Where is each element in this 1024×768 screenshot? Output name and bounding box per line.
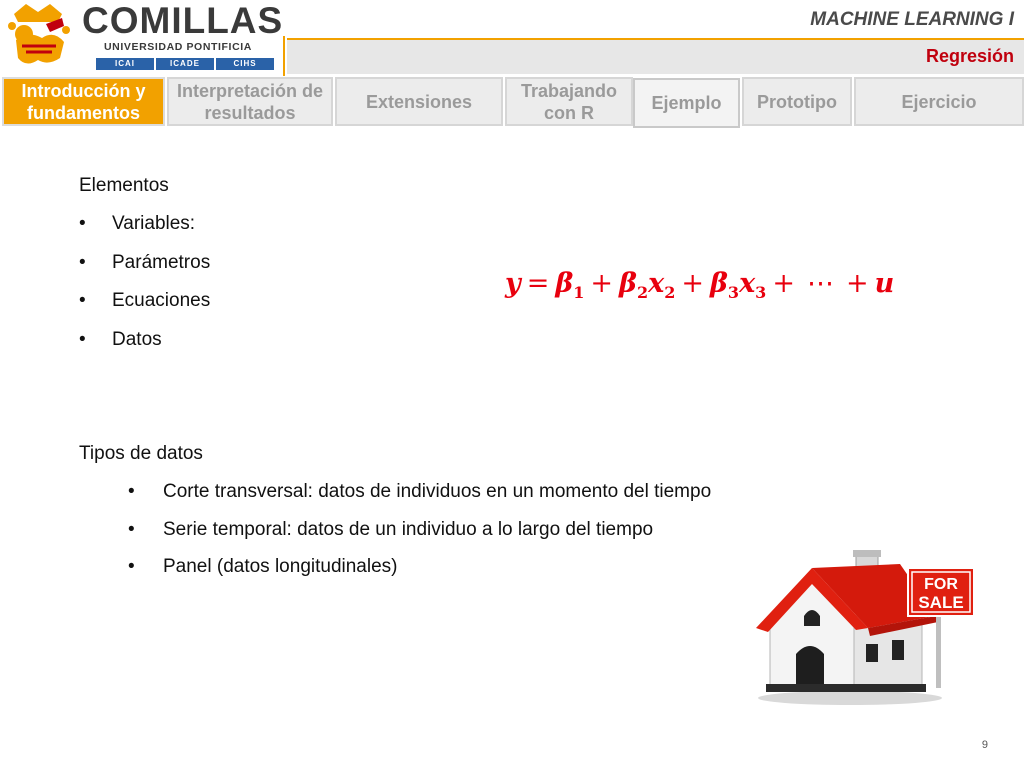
tab-extensiones[interactable] xyxy=(335,77,503,126)
eq-x3-sub: 3 xyxy=(755,283,767,302)
regression-equation xyxy=(505,268,894,302)
eq-x2: x xyxy=(648,268,665,299)
eq-plus: + xyxy=(845,268,869,299)
tab-prototipo[interactable] xyxy=(742,77,852,126)
school-icai: ICAI xyxy=(96,58,154,70)
eq-x3: x xyxy=(739,268,756,299)
page-number: 9 xyxy=(981,739,988,751)
list-item: • Parámetros xyxy=(79,249,210,288)
list-item: • Ecuaciones xyxy=(79,287,210,326)
section-title: Regresión xyxy=(925,46,1014,66)
eq-beta2: β xyxy=(619,268,637,299)
eq-plus: + xyxy=(772,268,795,299)
list-item: • Datos xyxy=(79,326,210,365)
tab-trabajando-con-r[interactable] xyxy=(505,77,633,126)
house-for-sale-icon xyxy=(750,546,990,706)
sign-text-line1: FOR xyxy=(924,576,958,593)
tab-ejercicio[interactable] xyxy=(854,77,1024,126)
university-logo xyxy=(0,0,290,74)
eq-beta1-sub: 1 xyxy=(573,283,585,302)
eq-plus: + xyxy=(590,268,614,299)
tab-label: Introducción y fundamentos xyxy=(21,80,146,123)
eq-beta3-sub: 3 xyxy=(727,283,740,302)
tab-label: Ejercicio xyxy=(901,91,977,112)
eq-y: y xyxy=(505,268,521,299)
header-bar xyxy=(287,38,1024,74)
eq-beta1: β xyxy=(555,268,574,299)
data-types-section xyxy=(79,440,711,591)
eq-equals: = xyxy=(526,268,550,299)
eq-plus: + xyxy=(681,268,704,299)
elements-heading: Elementos xyxy=(79,175,169,196)
sign-text-line2: SALE xyxy=(918,593,964,612)
tab-label: Ejemplo xyxy=(651,93,722,113)
list-item: • Variables: xyxy=(79,210,210,249)
course-title: MACHINE LEARNING I xyxy=(810,9,1014,30)
data-types-heading: Tipos de datos xyxy=(79,443,203,464)
crest-icon xyxy=(2,0,74,72)
section-tabs xyxy=(0,77,1024,127)
elements-list xyxy=(79,210,210,364)
data-types-list xyxy=(79,478,711,591)
tab-label: Extensiones xyxy=(365,91,473,112)
tab-interpretacion[interactable] xyxy=(167,77,333,126)
list-item: • Corte transversal: datos de individuos en un momento del tiempo xyxy=(79,478,711,516)
tab-label: Trabajando con R xyxy=(520,80,618,123)
eq-u: u xyxy=(874,268,895,299)
tab-introduccion[interactable] xyxy=(2,77,165,126)
school-strip xyxy=(96,58,274,70)
list-item: • Serie temporal: datos de un individuo a lo largo del tiempo xyxy=(79,516,711,554)
brand-subtitle: UNIVERSIDAD PONTIFICIA xyxy=(104,41,252,53)
eq-x2-sub: 2 xyxy=(664,283,676,302)
tab-ejemplo[interactable] xyxy=(633,78,740,128)
list-item: • Panel (datos longitudinales) xyxy=(79,553,711,591)
tab-label: Prototipo xyxy=(757,91,837,112)
school-icade: ICADE xyxy=(156,58,214,70)
elements-section xyxy=(79,172,210,364)
school-cihs: CIHS xyxy=(216,58,274,70)
eq-beta2-sub: 2 xyxy=(636,283,649,302)
tab-label: Interpretación de resultados xyxy=(176,80,324,123)
eq-beta3: β xyxy=(709,268,728,299)
eq-dots: ⋯ xyxy=(806,268,834,299)
brand-name: COMILLAS xyxy=(82,0,284,41)
